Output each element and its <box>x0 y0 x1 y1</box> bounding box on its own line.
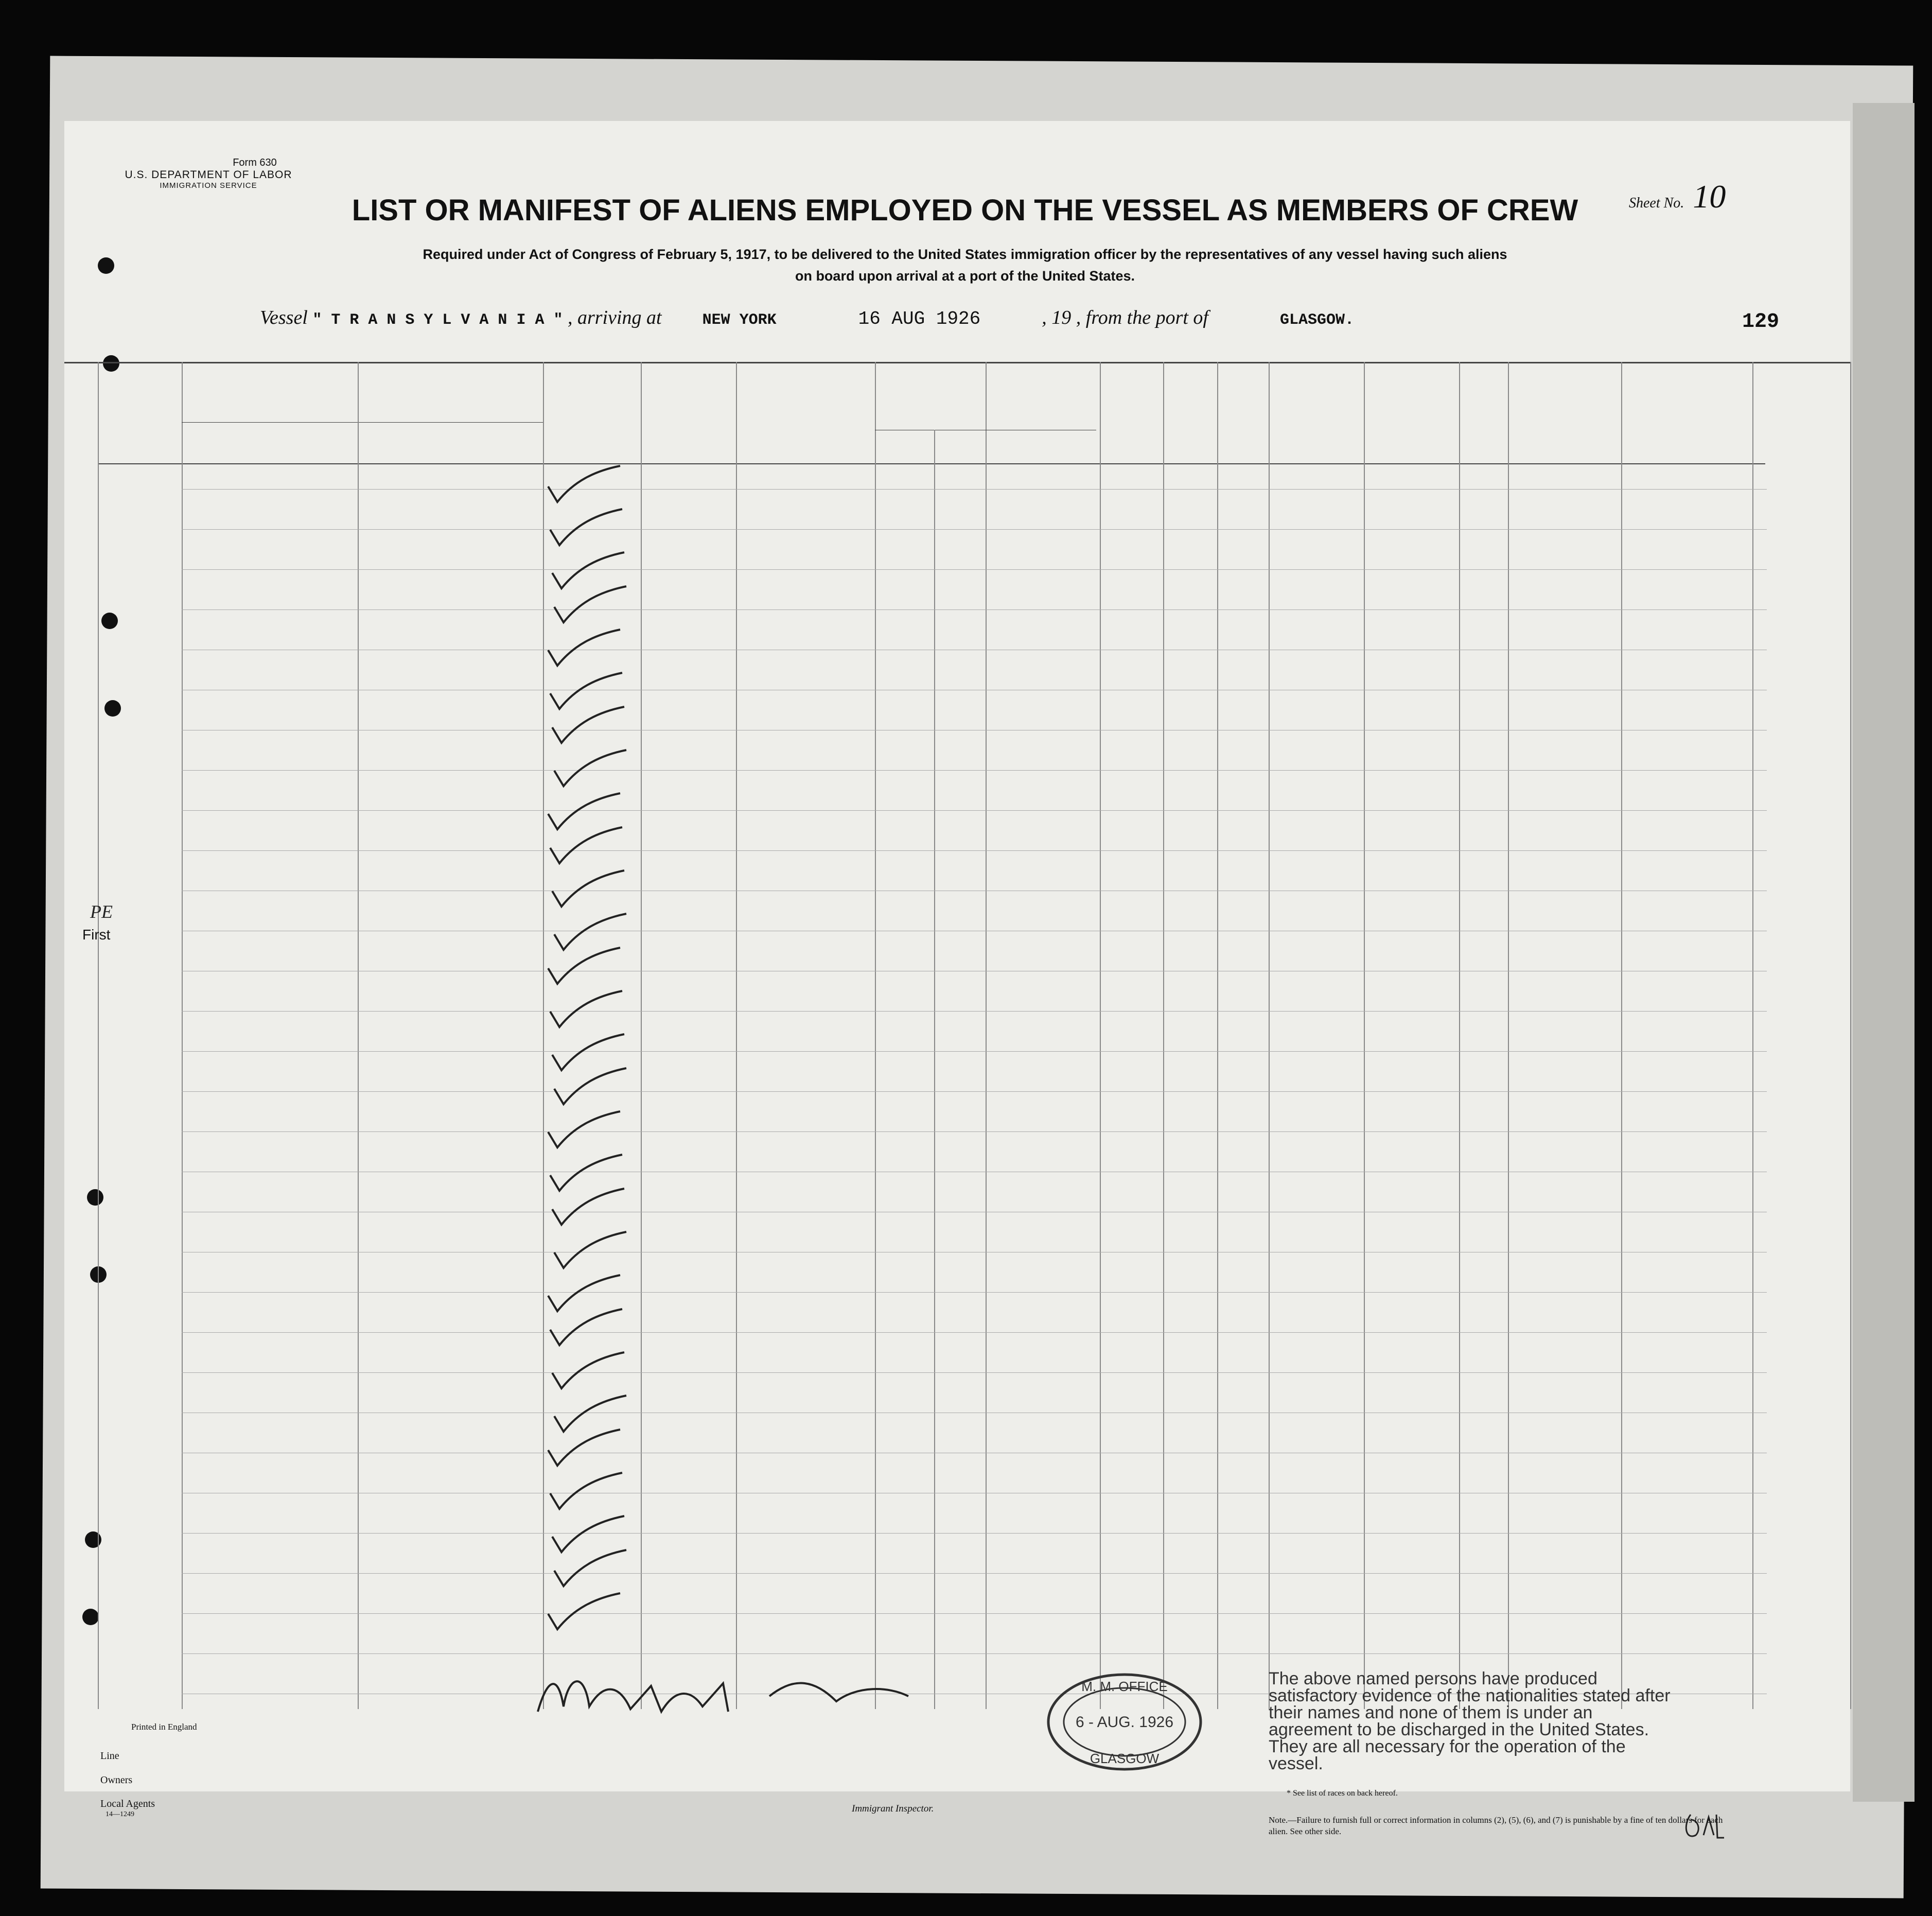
row-rule <box>182 1332 1767 1333</box>
row-rule <box>182 1051 1767 1052</box>
penalty-note: Note.—Failure to furnish full or correct information in columns (2), (5), (6), and (7) is punishable by a fine of ten dollars for each alien. See other side. <box>1269 1815 1723 1836</box>
margin-handwriting: PE <box>90 901 113 922</box>
column-divider <box>875 362 876 1709</box>
punch-hole <box>87 1189 103 1206</box>
shipped-divider <box>934 430 935 1709</box>
arrival-port: NEW YORK <box>702 311 777 329</box>
column-divider <box>1752 362 1753 1709</box>
column-divider <box>182 362 183 1709</box>
table-top-rule <box>64 362 1850 363</box>
form-code: 14—1249 <box>106 1810 134 1818</box>
punch-hole <box>104 700 121 717</box>
arriving-label: , arriving at <box>567 307 662 328</box>
vessel-name: " T R A N S Y L V A N I A " <box>312 311 563 329</box>
row-rule <box>182 569 1767 570</box>
agents-label: Local Agents <box>100 1798 155 1809</box>
column-divider <box>1621 362 1622 1709</box>
column-divider <box>98 362 99 1709</box>
row-rule <box>182 1091 1767 1092</box>
manifest-sheet <box>64 121 1850 1836</box>
row-rule <box>182 609 1767 610</box>
subtitle-line-2: on board upon arrival at a port of the United States. <box>795 268 1135 284</box>
row-rule <box>182 1573 1767 1574</box>
sheet-label: Sheet No. <box>1629 195 1684 211</box>
row-rule <box>182 770 1767 771</box>
inspector-signature <box>528 1665 919 1732</box>
punch-hole <box>98 257 114 274</box>
name-subhead-rule <box>182 422 543 423</box>
column-divider <box>1364 362 1365 1709</box>
row-rule <box>182 850 1767 851</box>
column-divider <box>1163 362 1164 1709</box>
year-label: , 19 <box>1042 307 1072 328</box>
declaration-text: The above named persons have produced satisfactory evidence of the nationalities stated after their names and none of them is under an agreement to be discharged in the United States. They are all necessary for the operation of the vessel. <box>1269 1669 1671 1773</box>
column-divider <box>1459 362 1460 1709</box>
department: U.S. DEPARTMENT OF LABOR <box>125 169 292 181</box>
service: IMMIGRATION SERVICE <box>160 181 257 190</box>
stamp-top-text: M. M. OFFICE <box>1081 1679 1168 1694</box>
vessel-label: Vessel <box>260 307 308 328</box>
form-header <box>64 157 353 190</box>
row-rule <box>182 1292 1767 1293</box>
row-rule <box>182 1011 1767 1012</box>
punch-hole <box>82 1609 99 1625</box>
row-rule <box>182 1613 1767 1614</box>
row-rule <box>182 810 1767 811</box>
line-label: Line <box>100 1750 119 1762</box>
page-title: LIST OR MANIFEST OF ALIENS EMPLOYED ON THE VESSEL AS MEMBERS OF CREW <box>352 194 1578 227</box>
column-divider <box>1217 362 1218 1709</box>
page-edge <box>1853 103 1915 1802</box>
punch-hole <box>85 1531 101 1548</box>
checkmark-column <box>543 461 641 1696</box>
subtitle-line-1: Required under Act of Congress of February 5, 1917, to be delivered to the United States immigration officer by the representatives of any vessel having such aliens <box>423 247 1507 262</box>
inspector-label: Immigrant Inspector. <box>852 1803 934 1814</box>
from-label: , from the port of <box>1076 307 1208 328</box>
owners-label: Owners <box>100 1774 133 1786</box>
office-stamp <box>1045 1670 1204 1773</box>
row-rule <box>182 529 1767 530</box>
race-footnote: * See list of races on back hereof. <box>1287 1789 1398 1798</box>
row-rule <box>182 1533 1767 1534</box>
stamp-bottom-text: GLASGOW <box>1090 1751 1160 1766</box>
column-divider <box>1508 362 1509 1709</box>
punch-hole <box>101 613 118 629</box>
departure-port: GLASGOW. <box>1279 311 1355 329</box>
column-divider <box>736 362 737 1709</box>
subtitle <box>229 243 1701 287</box>
page-number: 129 <box>1742 310 1780 334</box>
row-rule <box>182 1372 1767 1373</box>
column-divider <box>1100 362 1101 1709</box>
name-divider <box>358 422 359 1709</box>
row-rule <box>182 1131 1767 1132</box>
arrival-date-stamp: 16 AUG 1926 <box>858 308 981 329</box>
printed-in: Printed in England <box>131 1722 197 1732</box>
column-divider <box>986 362 987 1709</box>
column-divider <box>1850 362 1851 1709</box>
sheet-number-value: 10 <box>1693 178 1726 215</box>
vessel-line <box>260 306 1855 329</box>
punch-hole <box>103 355 119 372</box>
margin-note: First <box>82 927 111 943</box>
form-number: Form 630 <box>233 157 277 168</box>
column-divider <box>1269 362 1270 1709</box>
row-rule <box>182 489 1767 490</box>
stamp-date: 6 - AUG. 1926 <box>1075 1714 1174 1731</box>
column-divider <box>641 362 642 1709</box>
header-bottom-rule <box>98 463 1765 464</box>
row-rule <box>182 1653 1767 1654</box>
